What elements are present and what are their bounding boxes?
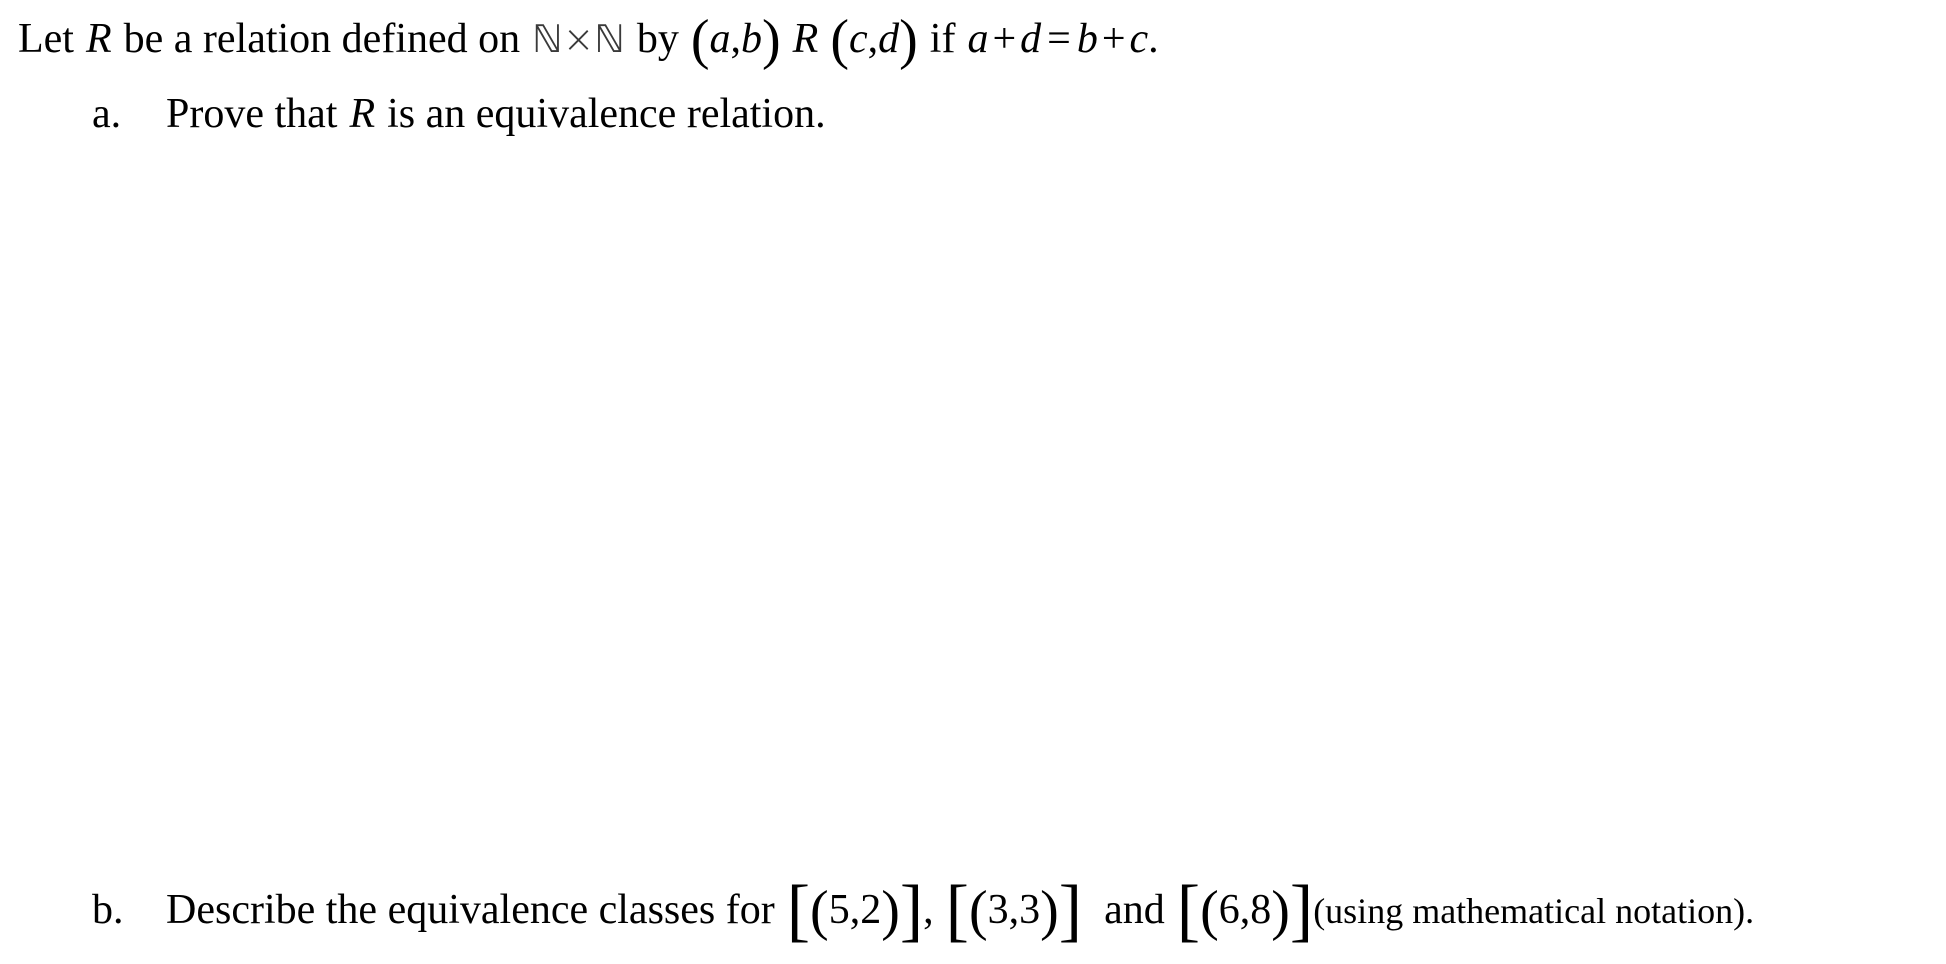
- eq-var-a: a: [967, 16, 989, 62]
- paren-close-class-1: ): [881, 880, 900, 942]
- part-b-text-describe: Describe the equivalence classes for: [166, 887, 775, 933]
- eq-var-d: d: [1020, 16, 1042, 62]
- paren-close-2: ): [899, 9, 918, 71]
- paren-open-class-2: (: [968, 880, 988, 942]
- bracket-close-3: ]: [1289, 872, 1314, 949]
- natural-numbers-symbol-2: ℕ: [594, 17, 625, 61]
- bracket-close-1: ]: [899, 872, 924, 949]
- equivalence-class-2: 3,3: [987, 887, 1041, 933]
- paren-open-class-3: (: [1200, 880, 1219, 942]
- eq-plus-1: +: [992, 16, 1017, 62]
- times-symbol: ×: [562, 17, 595, 61]
- part-a: [92, 93, 826, 135]
- equivalence-class-1: 5,2: [828, 887, 882, 933]
- part-b-text-and: and: [1104, 887, 1165, 933]
- part-b: [92, 872, 1755, 949]
- part-a-text-prove: Prove that: [166, 91, 338, 137]
- text-if: if: [929, 16, 956, 62]
- part-a-label: a.: [92, 91, 122, 137]
- bracket-open-1: [: [786, 872, 811, 949]
- period: .: [1148, 16, 1159, 62]
- text-let: Let: [18, 16, 74, 62]
- text-by: by: [636, 16, 679, 62]
- equivalence-class-3: 6,8: [1218, 887, 1272, 933]
- text-be-relation: be a relation defined on: [123, 16, 521, 62]
- comma-1: ,: [730, 16, 741, 62]
- eq-plus-2: +: [1101, 16, 1126, 62]
- part-a-text-rest: is an equivalence relation.: [387, 91, 826, 137]
- paren-open-class-1: (: [810, 880, 829, 942]
- problem-statement: [18, 9, 1159, 71]
- eq-var-c: c: [1129, 16, 1149, 62]
- bracket-open-2: [: [945, 872, 969, 949]
- var-c: c: [848, 16, 868, 62]
- part-b-label: b.: [92, 887, 124, 933]
- paren-open-2: (: [830, 9, 849, 71]
- natural-numbers-symbol-1: ℕ: [532, 17, 563, 61]
- paren-close-class-2: ): [1040, 880, 1059, 942]
- var-a: a: [709, 16, 731, 62]
- relation-symbol-r: R: [85, 16, 112, 62]
- eq-var-b: b: [1076, 16, 1098, 62]
- paren-close-class-3: ): [1271, 880, 1290, 942]
- var-d: d: [878, 16, 900, 62]
- bracket-close-2: ]: [1058, 872, 1083, 949]
- bracket-open-3: [: [1176, 872, 1201, 949]
- paren-close-1: ): [762, 9, 781, 71]
- relation-symbol-r-2: R: [792, 16, 819, 62]
- eq-equals: =: [1047, 16, 1071, 62]
- var-b: b: [741, 16, 762, 62]
- part-a-relation-symbol: R: [349, 91, 376, 137]
- part-b-note: (using mathematical notation).: [1313, 891, 1755, 931]
- paren-open-1: (: [690, 9, 710, 71]
- comma-2: ,: [867, 16, 879, 62]
- comma-class-1: ,: [923, 887, 934, 933]
